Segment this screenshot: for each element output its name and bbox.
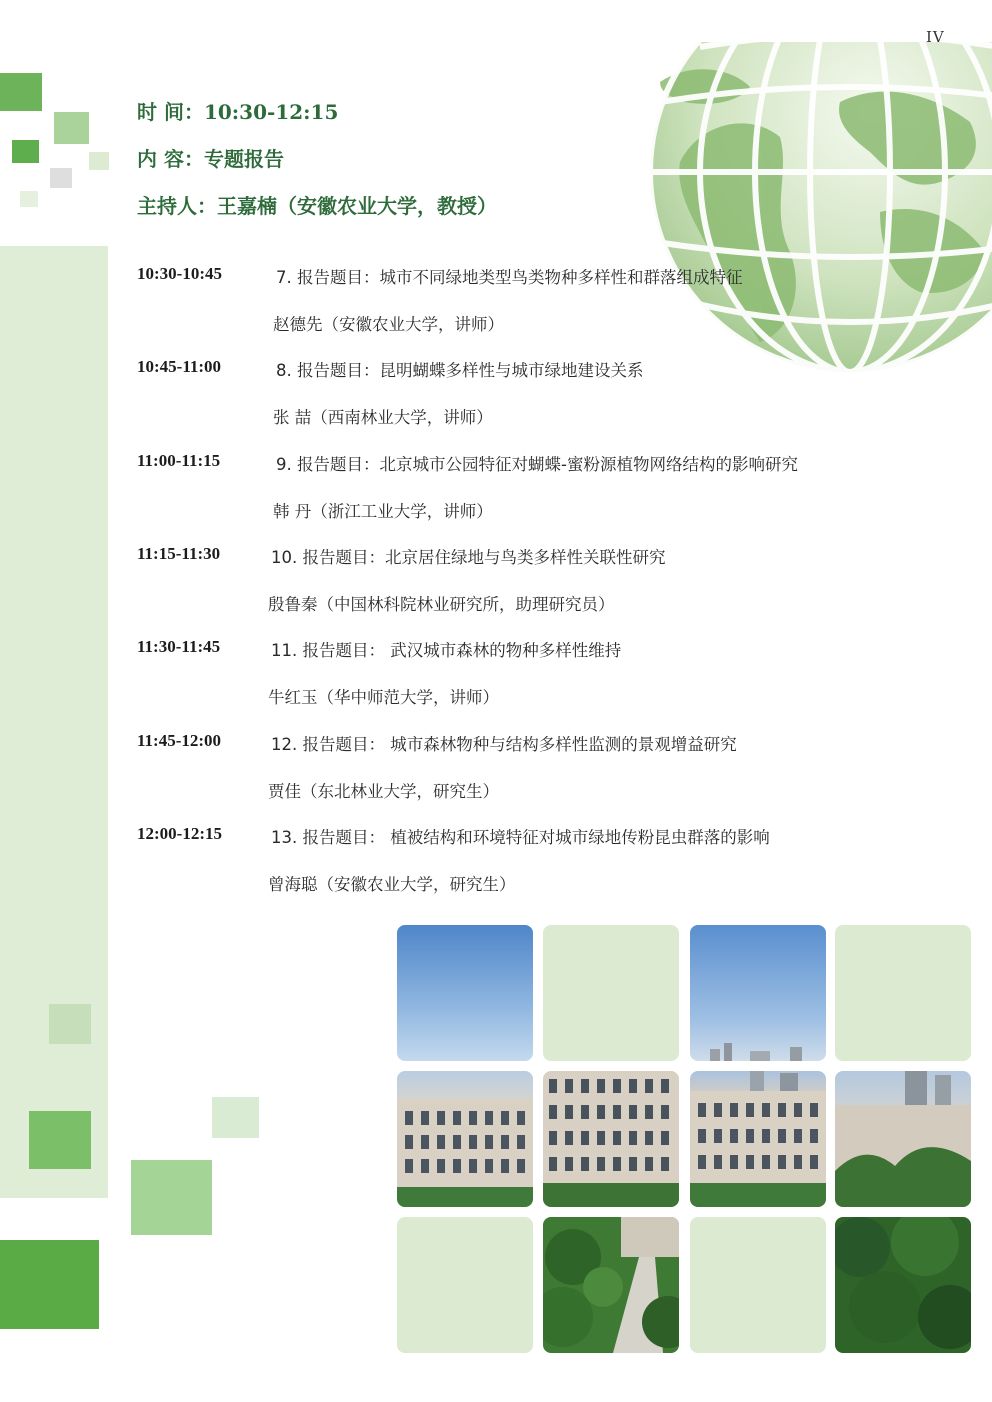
garden-graphic [543, 1217, 679, 1353]
page-number: IV [926, 28, 945, 46]
session-time: 10:45-11:00 [137, 357, 222, 376]
building-trees-graphic [835, 1071, 971, 1207]
session-time: 10:30-10:45 [137, 264, 222, 283]
deco-square [89, 152, 109, 170]
session-speaker: 张 喆（西南林业大学，讲师） [273, 408, 493, 427]
session-time: 12:00-12:15 [137, 824, 222, 843]
left-side-band [0, 246, 108, 1198]
building-graphic [397, 1071, 533, 1207]
deco-square [29, 1111, 91, 1169]
content-header [137, 143, 284, 172]
deco-square [0, 73, 42, 111]
deco-square [54, 112, 89, 144]
photo-tile-sky [397, 925, 533, 1061]
time-header [137, 96, 338, 125]
session-title: 12. 报告题目： 城市森林物种与结构多样性监测的景观增益研究 [271, 735, 737, 754]
session-title: 13. 报告题目： 植被结构和环境特征对城市绿地传粉昆虫群落的影响 [271, 828, 770, 847]
blank-tile [543, 925, 679, 1061]
session-title: 9. 报告题目：北京城市公园特征对蝴蝶-蜜粉源植物网络结构的影响研究 [276, 455, 798, 474]
globe-illustration [640, 42, 992, 372]
session-time: 11:00-11:15 [137, 451, 221, 470]
session-speaker: 牛红玉（华中师范大学，讲师） [268, 688, 499, 707]
session-time: 11:30-11:45 [137, 637, 221, 656]
deco-square [0, 1240, 99, 1329]
host-value: 王嘉楠（安徽农业大学，教授） [217, 194, 497, 218]
session-speaker: 韩 丹（浙江工业大学，讲师） [273, 502, 493, 521]
session-title: 11. 报告题目： 武汉城市森林的物种多样性维持 [271, 641, 622, 660]
content-value: 专题报告 [203, 147, 284, 171]
session-time: 11:45-12:00 [137, 731, 222, 750]
content-label: 内 容： [137, 147, 204, 171]
photo-tile-sky-city [690, 925, 826, 1061]
deco-square [49, 1004, 91, 1044]
deco-square [12, 140, 39, 163]
time-label: 时 间： [137, 100, 204, 124]
session-speaker: 贾佳（东北林业大学，研究生） [268, 782, 499, 801]
blank-tile [835, 925, 971, 1061]
host-label: 主持人： [137, 194, 217, 218]
session-time: 11:15-11:30 [137, 544, 221, 563]
photo-tile-garden [543, 1217, 679, 1353]
session-title: 10. 报告题目：北京居住绿地与鸟类多样性关联性研究 [271, 548, 666, 567]
deco-square [212, 1097, 259, 1138]
photo-tile-building-trees [835, 1071, 971, 1207]
photo-tile-building [397, 1071, 533, 1207]
building-graphic [690, 1071, 826, 1207]
building-graphic [543, 1071, 679, 1207]
session-speaker: 殷鲁秦（中国林科院林业研究所，助理研究员） [268, 595, 615, 614]
photo-tile-forest [835, 1217, 971, 1353]
deco-square [20, 191, 38, 207]
session-speaker: 曾海聪（安徽农业大学，研究生） [268, 875, 516, 894]
blank-tile [690, 1217, 826, 1353]
host-header [137, 190, 497, 219]
session-speaker: 赵德先（安徽农业大学，讲师） [273, 315, 504, 334]
skyline-graphic [690, 925, 826, 1061]
blank-tile [397, 1217, 533, 1353]
photo-tile-building [690, 1071, 826, 1207]
photo-tile-building [543, 1071, 679, 1207]
session-title: 7. 报告题目：城市不同绿地类型鸟类物种多样性和群落组成特征 [276, 268, 743, 287]
deco-square [131, 1160, 212, 1235]
forest-graphic [835, 1217, 971, 1353]
deco-square [50, 168, 72, 188]
session-title: 8. 报告题目：昆明蝴蝶多样性与城市绿地建设关系 [276, 361, 644, 380]
time-value: 10:30-12:15 [203, 100, 339, 124]
